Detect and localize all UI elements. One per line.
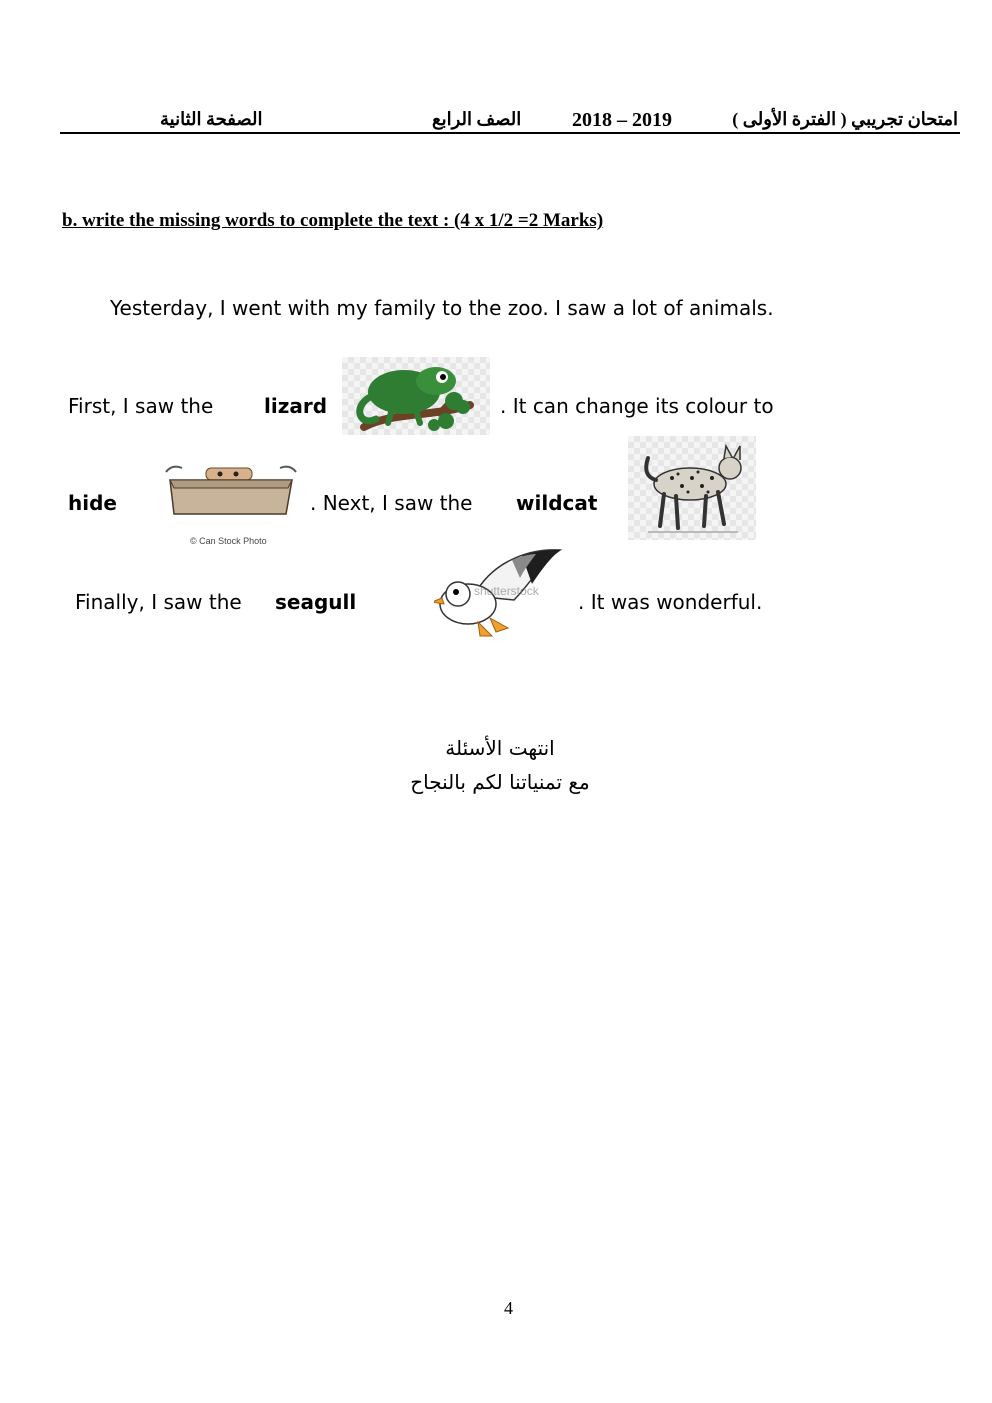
answer-seagull: seagull xyxy=(275,590,357,614)
story-line-2-suffix: . It can change its colour to xyxy=(500,394,774,418)
wildcat-icon xyxy=(628,436,756,540)
section-heading: b. write the missing words to complete the text : (4 x 1/2 =2 Marks) xyxy=(62,210,604,231)
chameleon-icon xyxy=(342,357,490,435)
answer-wildcat: wildcat xyxy=(516,491,598,515)
image-credit: © Can Stock Photo xyxy=(190,536,267,546)
header-divider xyxy=(60,132,960,134)
grade-label: الصف الرابع xyxy=(432,109,522,129)
page-number: 4 xyxy=(504,1298,513,1318)
story-line-4-prefix: Finally, I saw the xyxy=(75,590,242,614)
story-line-4-suffix: . It was wonderful. xyxy=(578,590,763,614)
answer-lizard: lizard xyxy=(264,394,328,418)
story-line-1: Yesterday, I went with my family to the zoo. I saw a lot of animals. xyxy=(110,296,774,320)
watermark-text: shutterstock xyxy=(474,584,539,598)
box-hiding-icon xyxy=(160,462,302,520)
closing-line-1: انتهت الأسئلة xyxy=(445,736,555,760)
exam-title: امتحان تجريبي ( الفترة الأولى ) xyxy=(732,109,958,129)
exam-year: 2018 – 2019 xyxy=(572,109,672,131)
closing-line-2: مع تمنياتنا لكم بالنجاح xyxy=(410,770,590,794)
story-line-3-middle: . Next, I saw the xyxy=(310,491,473,515)
story-line-2-prefix: First, I saw the xyxy=(68,394,214,418)
page-label: الصفحة الثانية xyxy=(160,109,263,129)
answer-hide: hide xyxy=(68,491,117,515)
